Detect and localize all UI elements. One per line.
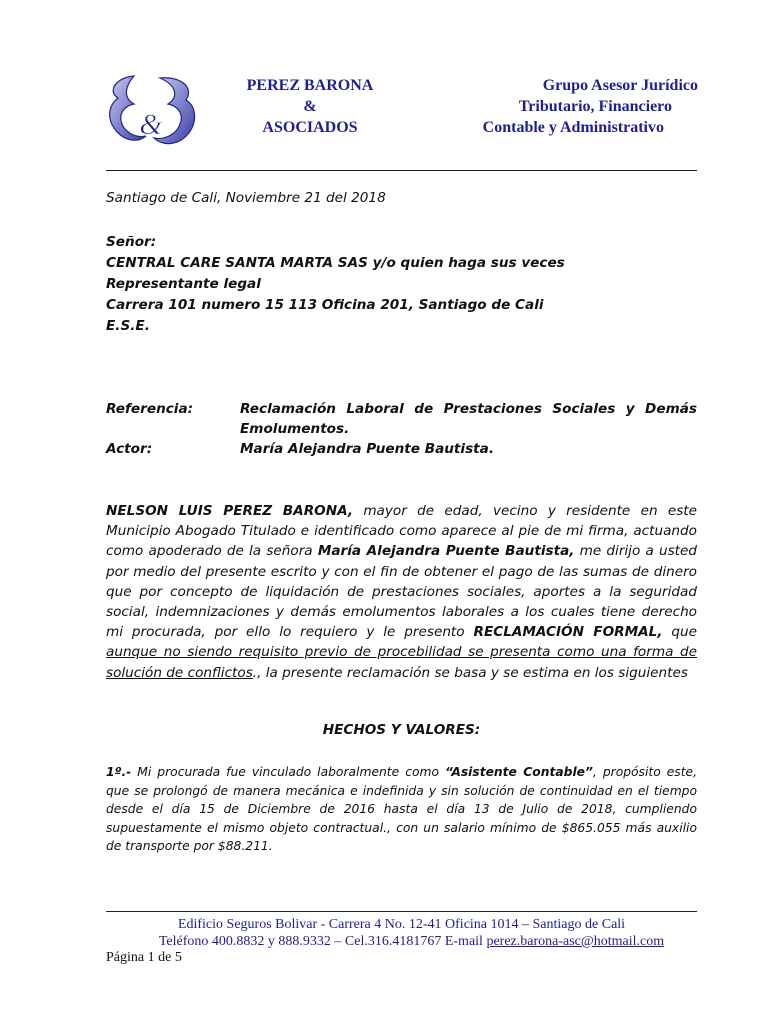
svg-text:&: & <box>139 108 163 141</box>
body-text-4: ., la presente reclamación se basa y se estima en los siguientes <box>252 664 688 681</box>
footer-contact <box>106 916 697 950</box>
addressee-role: Representante legal <box>106 276 261 292</box>
fact-paragraph-1 <box>106 763 697 856</box>
addressee-salutation: Señor: <box>106 234 157 250</box>
actor-label: Actor: <box>106 441 153 457</box>
firm-name-line2: & <box>303 98 317 115</box>
position-title: “Asistente Contable” <box>444 765 593 779</box>
body-text-3: que <box>662 624 697 641</box>
fact-text-1: Mi procurada fue vinculado laboralmente como <box>131 765 445 779</box>
body-text-2: me dirijo a usted por medio del presente escrito y con el fin de obtener el pago de las sumas de dinero que por concepto de liquidación de prestaciones sociales, aportes a la seguridad social, indemnizaciones y demás emolumentos laborales a los cuales tiene derecho mi procurada, por ello lo requiero y le presento <box>106 543 698 641</box>
firm-name-line1: PEREZ BARONA <box>246 77 374 94</box>
page-number: Página 1 de 5 <box>106 950 182 965</box>
firm-name <box>226 75 394 138</box>
fact-number: 1º.- <box>106 765 132 779</box>
tagline-line2: Tributario, Financiero <box>518 98 672 115</box>
reference-block <box>106 399 697 459</box>
section-heading: HECHOS Y VALORES: <box>322 722 481 738</box>
firm-tagline <box>448 75 698 138</box>
underlined-clause: aunque no siendo requisito previo de procebilidad se presenta como una forma de solución de conflictos <box>106 644 697 681</box>
formal-claim: RECLAMACIÓN FORMAL, <box>473 624 663 641</box>
letter-date: Santiago de Cali, Noviembre 21 del 2018 <box>106 190 386 206</box>
fact-text-2: , propósito este, que se prolongó de manera mecánica e indefinida y sin solución de continuidad en el tiempo desde el día 15 de Diciembre de 2016 hasta el día 13 de Julio de 2018, cumpliendo supuestamente el mismo objeto contractual., con un salario mínimo de $865.055 más auxilio de transporte por $88.211. <box>106 765 697 854</box>
body-paragraph <box>106 501 697 683</box>
footer-divider <box>106 911 697 912</box>
actor-value: María Alejandra Puente Bautista. <box>240 441 495 457</box>
reference-label: Referencia: <box>106 401 194 417</box>
addressee-block <box>106 232 697 337</box>
footer-phone-line <box>106 933 697 950</box>
tagline-line3: Contable y Administrativo <box>482 119 664 136</box>
lawyer-name: NELSON LUIS PEREZ BARONA, <box>106 503 354 519</box>
body-text-1: mayor de edad, vecino y residente en este Municipio Abogado Titulado e identificado como aparece al pie de mi firma, actuando como apoderado de la señora <box>106 503 697 560</box>
tagline-line1: Grupo Asesor Jurídico <box>542 77 698 94</box>
footer-address: Edificio Seguros Bolivar - Carrera 4 No. 12-41 Oficina 1014 – Santiago de Cali <box>177 917 626 932</box>
addressee-company: CENTRAL CARE SANTA MARTA SAS y/o quien haga sus veces <box>106 255 565 271</box>
reference-value: Reclamación Laboral de Prestaciones Sociales y Demás Emolumentos. <box>240 401 697 437</box>
header-divider <box>106 170 697 171</box>
firm-name-line3: ASOCIADOS <box>262 119 358 136</box>
company-logo <box>104 74 198 150</box>
client-name: María Alejandra Puente Bautista, <box>317 543 575 560</box>
addressee-address: Carrera 101 numero 15 113 Oficina 201, Santiago de Cali <box>106 297 544 313</box>
footer-email-link[interactable]: perez.barona-asc@hotmail.com <box>486 934 665 949</box>
addressee-ese: E.S.E. <box>106 318 150 334</box>
footer-phone: Teléfono 400.8832 y 888.9332 – Cel.316.4181767 E-mail <box>158 934 487 949</box>
